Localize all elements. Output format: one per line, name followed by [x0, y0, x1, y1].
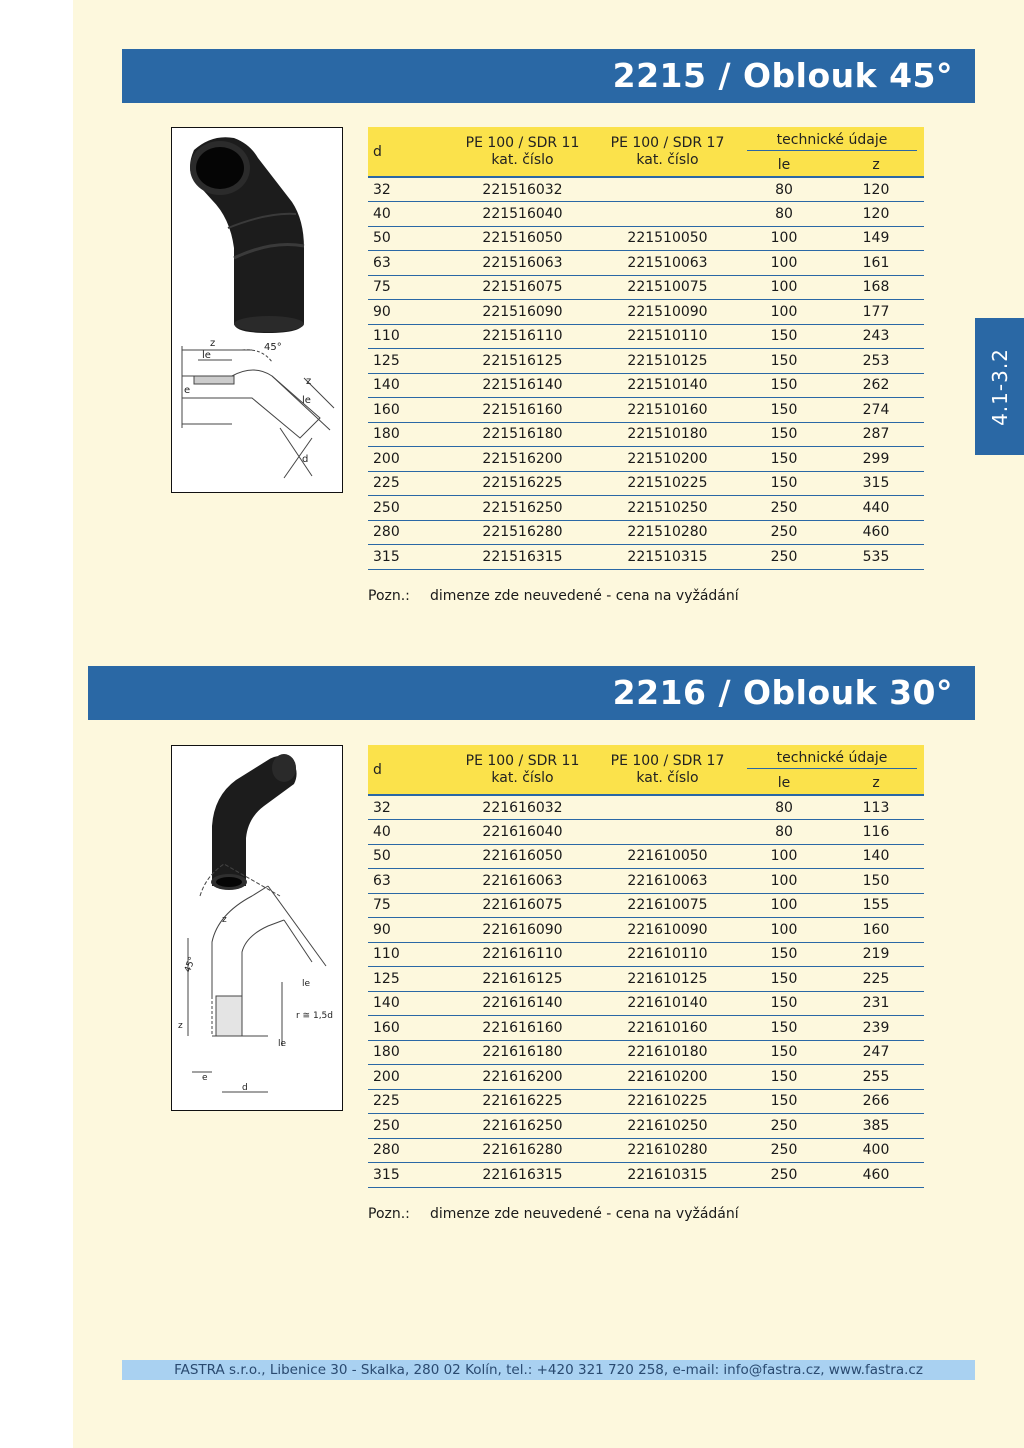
table-cell: 200	[368, 447, 450, 472]
col-header-d: d	[368, 127, 450, 177]
table-cell: 315	[368, 545, 450, 570]
drawing-label-le2: le	[278, 1039, 287, 1049]
table-cell: 63	[368, 869, 450, 894]
table-row	[368, 869, 924, 894]
table-cell: 221616200	[450, 1065, 595, 1090]
table-cell: 400	[828, 1138, 924, 1163]
table-body	[368, 177, 924, 569]
table-cell: 221616110	[450, 942, 595, 967]
table-cell: 168	[828, 275, 924, 300]
drawing-label-z2: z	[306, 376, 312, 387]
table-row	[368, 991, 924, 1016]
table-cell: 225	[828, 967, 924, 992]
table-row	[368, 422, 924, 447]
table-cell: 180	[368, 1040, 450, 1065]
table-cell: 243	[828, 324, 924, 349]
section-title: 2216 / Oblouk 30°	[612, 673, 953, 712]
section-banner-2216	[88, 666, 975, 720]
table-cell: 266	[828, 1089, 924, 1114]
table-row	[368, 1138, 924, 1163]
table-cell: 221610090	[595, 918, 740, 943]
drawing-label-d: d	[242, 1083, 248, 1093]
col-header-z: z	[828, 153, 924, 177]
table-cell: 221510225	[595, 471, 740, 496]
table-row	[368, 447, 924, 472]
table-cell: 221616280	[450, 1138, 595, 1163]
note-2215	[368, 588, 739, 604]
table-row	[368, 349, 924, 374]
drawing-label-e: e	[202, 1073, 208, 1083]
table-cell: 221516160	[450, 398, 595, 423]
note-label: Pozn.:	[368, 588, 410, 604]
header-line: PE 100 / SDR 11	[465, 752, 580, 769]
note-2216	[368, 1206, 739, 1222]
table-cell: 221510050	[595, 226, 740, 251]
table-cell: 385	[828, 1114, 924, 1139]
table-cell: 250	[740, 496, 828, 521]
table-row	[368, 918, 924, 943]
table-cell: 221610180	[595, 1040, 740, 1065]
table-cell: 221616250	[450, 1114, 595, 1139]
note-text: dimenze zde neuvedené - cena na vyžádání	[430, 588, 739, 604]
table-cell: 32	[368, 177, 450, 202]
table-cell: 287	[828, 422, 924, 447]
table-cell: 120	[828, 177, 924, 202]
table-cell: 315	[828, 471, 924, 496]
table-cell: 221516225	[450, 471, 595, 496]
table-cell: 221516315	[450, 545, 595, 570]
table-cell: 110	[368, 942, 450, 967]
spec-table-2216	[368, 745, 924, 1188]
header-line: kat. číslo	[491, 769, 554, 786]
table-cell: 250	[368, 496, 450, 521]
table-cell: 125	[368, 967, 450, 992]
table-cell: 221510180	[595, 422, 740, 447]
table-cell: 250	[740, 1138, 828, 1163]
table-cell: 155	[828, 893, 924, 918]
table-row	[368, 545, 924, 570]
table-row	[368, 275, 924, 300]
table-cell: 221616090	[450, 918, 595, 943]
table-cell: 150	[828, 869, 924, 894]
table-cell: 50	[368, 226, 450, 251]
table-cell: 221610315	[595, 1163, 740, 1188]
drawing-label-angle: 45°	[183, 955, 198, 975]
table-cell: 150	[740, 1089, 828, 1114]
table-cell: 100	[740, 918, 828, 943]
table-cell: 221616225	[450, 1089, 595, 1114]
table-cell: 150	[740, 942, 828, 967]
header-line: PE 100 / SDR 17	[610, 134, 725, 151]
table-cell: 75	[368, 275, 450, 300]
table-cell: 440	[828, 496, 924, 521]
table-cell: 221610125	[595, 967, 740, 992]
table-cell: 221610110	[595, 942, 740, 967]
note-text: dimenze zde neuvedené - cena na vyžádání	[430, 1206, 739, 1222]
table-cell: 262	[828, 373, 924, 398]
col-header-le: le	[740, 153, 828, 177]
table-cell: 315	[368, 1163, 450, 1188]
table-cell: 149	[828, 226, 924, 251]
drawing-label-angle: 45°	[264, 342, 282, 353]
col-header-pe-sdr11	[450, 127, 595, 177]
drawing-label-z: z	[222, 915, 227, 925]
table-cell: 221616125	[450, 967, 595, 992]
table-cell: 221610063	[595, 869, 740, 894]
table-cell: 180	[368, 422, 450, 447]
table-cell: 221610225	[595, 1089, 740, 1114]
table-cell: 100	[740, 844, 828, 869]
table-cell: 160	[828, 918, 924, 943]
table-cell: 100	[740, 251, 828, 276]
table-cell	[595, 820, 740, 845]
table-cell: 150	[740, 1040, 828, 1065]
table-cell: 80	[740, 820, 828, 845]
table-cell: 221516090	[450, 300, 595, 325]
table-cell: 160	[368, 1016, 450, 1041]
table-row	[368, 300, 924, 325]
table-row	[368, 1016, 924, 1041]
table-row	[368, 1163, 924, 1188]
table-cell: 299	[828, 447, 924, 472]
table-cell: 221516250	[450, 496, 595, 521]
table-cell	[595, 202, 740, 227]
table-cell: 40	[368, 202, 450, 227]
table-cell: 40	[368, 820, 450, 845]
table-cell: 221616315	[450, 1163, 595, 1188]
header-line: technické údaje	[747, 750, 917, 769]
table-cell: 221610075	[595, 893, 740, 918]
table-cell: 225	[368, 471, 450, 496]
table-cell: 150	[740, 398, 828, 423]
table-row	[368, 1114, 924, 1139]
table-cell: 150	[740, 991, 828, 1016]
table-row	[368, 942, 924, 967]
header-line: kat. číslo	[636, 151, 699, 168]
table-cell: 460	[828, 1163, 924, 1188]
table-cell: 250	[740, 1163, 828, 1188]
table-cell: 150	[740, 373, 828, 398]
table-cell: 150	[740, 349, 828, 374]
table-row	[368, 177, 924, 202]
table-cell: 90	[368, 300, 450, 325]
table-cell: 75	[368, 893, 450, 918]
table-cell: 221510125	[595, 349, 740, 374]
table-cell: 50	[368, 844, 450, 869]
table-cell: 221610050	[595, 844, 740, 869]
table-cell: 200	[368, 1065, 450, 1090]
table-row	[368, 795, 924, 820]
table-cell	[595, 795, 740, 820]
table-cell: 250	[740, 545, 828, 570]
table-cell: 160	[368, 398, 450, 423]
table-row	[368, 496, 924, 521]
table-row	[368, 820, 924, 845]
table-cell: 140	[368, 991, 450, 1016]
header-line: PE 100 / SDR 17	[610, 752, 725, 769]
table-cell: 221516050	[450, 226, 595, 251]
header-line: technické údaje	[747, 132, 917, 151]
table-cell: 110	[368, 324, 450, 349]
table-cell: 250	[740, 1114, 828, 1139]
table-cell: 250	[740, 520, 828, 545]
table-row	[368, 893, 924, 918]
drawing-label-z2: z	[178, 1021, 183, 1031]
header-line: PE 100 / SDR 11	[465, 134, 580, 151]
col-header-tech	[740, 127, 924, 153]
table-cell: 255	[828, 1065, 924, 1090]
table-cell: 221610280	[595, 1138, 740, 1163]
elbow-45-illustration	[172, 128, 342, 492]
table-cell: 221510200	[595, 447, 740, 472]
table-cell: 150	[740, 471, 828, 496]
table-cell: 221516075	[450, 275, 595, 300]
table-row	[368, 398, 924, 423]
table-cell: 140	[368, 373, 450, 398]
table-cell: 247	[828, 1040, 924, 1065]
table-row	[368, 1040, 924, 1065]
drawing-label-r: r ≅ 1,5d	[296, 1011, 333, 1021]
table-cell: 221610200	[595, 1065, 740, 1090]
table-cell: 221610250	[595, 1114, 740, 1139]
table-row	[368, 226, 924, 251]
col-header-tech	[740, 745, 924, 771]
table-cell: 161	[828, 251, 924, 276]
table-cell: 221616180	[450, 1040, 595, 1065]
table-cell: 221516200	[450, 447, 595, 472]
table-cell: 460	[828, 520, 924, 545]
header-line: kat. číslo	[491, 151, 554, 168]
table-cell: 116	[828, 820, 924, 845]
table-cell: 32	[368, 795, 450, 820]
table-cell: 150	[740, 1016, 828, 1041]
table-cell: 221510280	[595, 520, 740, 545]
table-row	[368, 520, 924, 545]
section-title: 2215 / Oblouk 45°	[612, 56, 953, 95]
table-cell: 221510090	[595, 300, 740, 325]
drawing-label-z: z	[210, 338, 216, 349]
table-cell	[595, 177, 740, 202]
drawing-label-le: le	[202, 350, 211, 361]
footer-contact-bar: FASTRA s.r.o., Libenice 30 - Skalka, 280 02 Kolín, tel.: +420 321 720 258, e-mail: info@fastra.cz, www.fastra.cz	[122, 1360, 975, 1380]
header-line: kat. číslo	[636, 769, 699, 786]
table-cell: 80	[740, 795, 828, 820]
table-cell: 221516140	[450, 373, 595, 398]
table-cell: 120	[828, 202, 924, 227]
table-cell: 221516032	[450, 177, 595, 202]
table-cell: 221616050	[450, 844, 595, 869]
table-cell: 125	[368, 349, 450, 374]
table-cell: 221510110	[595, 324, 740, 349]
table-cell: 63	[368, 251, 450, 276]
table-cell: 100	[740, 869, 828, 894]
table-row	[368, 324, 924, 349]
table-cell: 90	[368, 918, 450, 943]
chapter-side-tab	[975, 318, 1024, 455]
table-cell: 150	[740, 1065, 828, 1090]
table-cell: 221510250	[595, 496, 740, 521]
table-cell: 535	[828, 545, 924, 570]
table-cell: 253	[828, 349, 924, 374]
table-row	[368, 967, 924, 992]
table-cell: 221616032	[450, 795, 595, 820]
table-cell: 100	[740, 893, 828, 918]
note-label: Pozn.:	[368, 1206, 410, 1222]
table-cell: 80	[740, 202, 828, 227]
table-cell: 221510140	[595, 373, 740, 398]
table-cell: 239	[828, 1016, 924, 1041]
table-row	[368, 844, 924, 869]
drawing-label-le2: le	[302, 395, 311, 406]
elbow-30-illustration	[172, 746, 342, 1110]
table-cell: 221616040	[450, 820, 595, 845]
table-cell: 150	[740, 324, 828, 349]
col-header-d: d	[368, 745, 450, 795]
table-row	[368, 1089, 924, 1114]
table-row	[368, 471, 924, 496]
table-cell: 274	[828, 398, 924, 423]
table-cell: 150	[740, 422, 828, 447]
col-header-z: z	[828, 771, 924, 795]
table-cell: 221516125	[450, 349, 595, 374]
table-cell: 221510075	[595, 275, 740, 300]
table-cell: 221516280	[450, 520, 595, 545]
table-cell: 177	[828, 300, 924, 325]
table-cell: 221516063	[450, 251, 595, 276]
table-cell: 221610140	[595, 991, 740, 1016]
table-cell: 113	[828, 795, 924, 820]
table-row	[368, 251, 924, 276]
table-cell: 100	[740, 275, 828, 300]
section-banner-2215	[122, 49, 975, 103]
table-cell: 100	[740, 226, 828, 251]
table-cell: 221516180	[450, 422, 595, 447]
table-cell: 231	[828, 991, 924, 1016]
col-header-pe-sdr11	[450, 745, 595, 795]
table-cell: 221610160	[595, 1016, 740, 1041]
col-header-le: le	[740, 771, 828, 795]
table-cell: 221616075	[450, 893, 595, 918]
table-cell: 221616063	[450, 869, 595, 894]
chapter-number: 4.1-3.2	[987, 347, 1012, 426]
table-cell: 225	[368, 1089, 450, 1114]
drawing-label-d: d	[302, 454, 309, 465]
table-cell: 221510063	[595, 251, 740, 276]
table-cell: 221510160	[595, 398, 740, 423]
product-image-box-2215	[171, 127, 343, 493]
table-row	[368, 202, 924, 227]
table-cell: 221516040	[450, 202, 595, 227]
product-image-box-2216	[171, 745, 343, 1111]
table-row	[368, 373, 924, 398]
table-row	[368, 1065, 924, 1090]
col-header-pe-sdr17	[595, 745, 740, 795]
table-cell: 150	[740, 447, 828, 472]
table-cell: 221510315	[595, 545, 740, 570]
table-cell: 150	[740, 967, 828, 992]
table-cell: 140	[828, 844, 924, 869]
table-cell: 80	[740, 177, 828, 202]
table-cell: 250	[368, 1114, 450, 1139]
table-cell: 280	[368, 520, 450, 545]
table-body	[368, 795, 924, 1187]
table-cell: 100	[740, 300, 828, 325]
drawing-label-le: le	[302, 979, 311, 989]
spec-table-2215	[368, 127, 924, 570]
drawing-label-e: e	[184, 385, 191, 396]
col-header-pe-sdr17	[595, 127, 740, 177]
table-cell: 221616160	[450, 1016, 595, 1041]
table-cell: 221516110	[450, 324, 595, 349]
table-cell: 221616140	[450, 991, 595, 1016]
table-cell: 280	[368, 1138, 450, 1163]
table-cell: 219	[828, 942, 924, 967]
